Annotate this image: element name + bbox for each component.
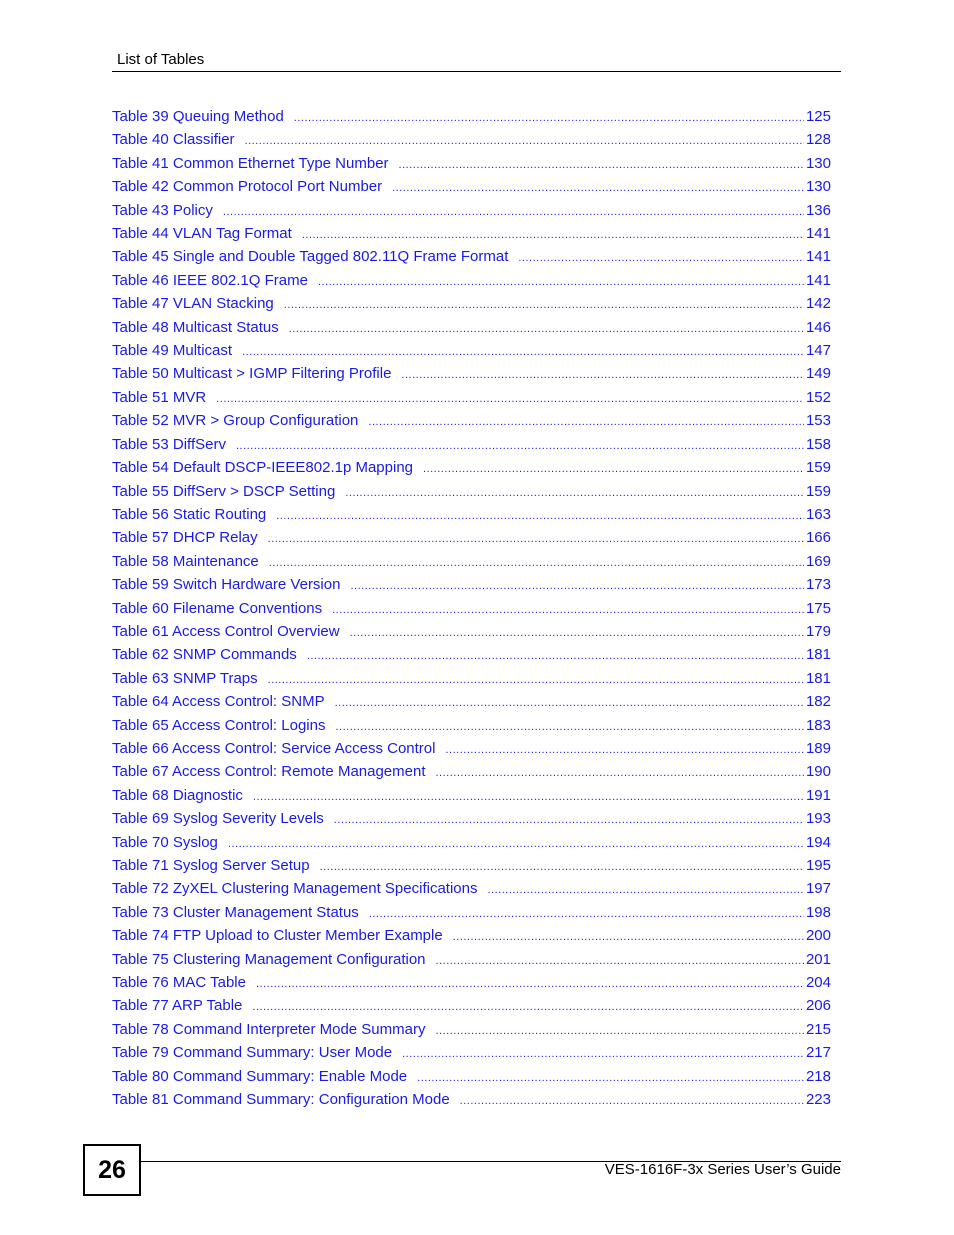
- dot-leader: [228, 833, 804, 856]
- dot-leader: [445, 739, 803, 762]
- toc-entry-page: 193: [805, 810, 831, 828]
- toc-entry[interactable]: [112, 807, 831, 830]
- toc-entry-page: 173: [805, 576, 831, 594]
- toc-entry-label: Table 63 SNMP Traps: [112, 669, 258, 687]
- dot-leader: [294, 107, 804, 130]
- toc-entry[interactable]: [112, 760, 831, 783]
- dot-leader: [223, 201, 804, 224]
- toc-entry[interactable]: [112, 362, 831, 385]
- toc-entry[interactable]: [112, 245, 831, 268]
- toc-entry-page: 223: [805, 1091, 831, 1109]
- toc-entry-label: Table 51 MVR: [112, 388, 207, 406]
- running-header: List of Tables: [117, 51, 205, 68]
- dot-leader: [399, 154, 804, 177]
- toc-entry-page: 141: [805, 225, 831, 243]
- toc-entry-page: 198: [805, 903, 831, 921]
- dot-leader: [332, 599, 804, 622]
- toc-entry-page: 194: [805, 833, 831, 851]
- toc-entry-page: 182: [805, 693, 831, 711]
- dot-leader: [242, 341, 804, 364]
- toc-entry-page: 204: [805, 974, 831, 992]
- toc-entry-page: 147: [805, 342, 831, 360]
- dot-leader: [350, 622, 804, 645]
- toc-entry-label: Table 80 Command Summary: Enable Mode: [112, 1067, 408, 1085]
- dot-leader: [334, 809, 804, 832]
- toc-entry-label: Table 52 MVR > Group Configuration: [112, 412, 359, 430]
- toc-entry-label: Table 70 Syslog: [112, 833, 218, 851]
- toc-entry-label: Table 40 Classifier: [112, 131, 235, 149]
- toc-entry-label: Table 42 Common Protocol Port Number: [112, 178, 383, 196]
- toc-entry[interactable]: [112, 550, 831, 573]
- toc-entry-page: 189: [805, 739, 831, 757]
- toc-entry-label: Table 76 MAC Table: [112, 974, 246, 992]
- dot-leader: [253, 786, 804, 809]
- toc-entry-page: 125: [805, 108, 831, 125]
- dot-leader: [436, 950, 804, 973]
- toc-entry-label: Table 61 Access Control Overview: [112, 622, 340, 640]
- toc-entry-page: 149: [805, 365, 831, 383]
- toc-entry[interactable]: [112, 199, 831, 222]
- toc-entry-page: 215: [805, 1020, 831, 1038]
- toc-entry-label: Table 56 Static Routing: [112, 505, 267, 523]
- toc-entry[interactable]: [112, 152, 831, 175]
- dot-leader: [284, 294, 804, 317]
- toc-entry[interactable]: [112, 690, 831, 713]
- toc-entry-label: Table 48 Multicast Status: [112, 318, 279, 336]
- toc-entry-page: 153: [805, 412, 831, 430]
- dot-leader: [256, 973, 804, 996]
- toc-entry-label: Table 58 Maintenance: [112, 552, 259, 570]
- toc-entry[interactable]: [112, 597, 831, 620]
- toc-entry-label: Table 62 SNMP Commands: [112, 646, 297, 664]
- toc-entry[interactable]: [112, 433, 831, 456]
- dot-leader: [307, 645, 804, 668]
- toc-entry-label: Table 55 DiffServ > DSCP Setting: [112, 482, 336, 500]
- dot-leader: [417, 1067, 804, 1090]
- toc-entry-page: 181: [805, 669, 831, 687]
- toc-entry-label: Table 39 Queuing Method: [112, 108, 284, 125]
- toc-entry[interactable]: [112, 1018, 831, 1041]
- page-number-box: [83, 1144, 141, 1196]
- dot-leader: [453, 926, 804, 949]
- toc-entry[interactable]: [112, 877, 831, 900]
- toc-entry-page: 163: [805, 505, 831, 523]
- toc-entry[interactable]: [112, 1065, 831, 1088]
- toc-entry-page: 197: [805, 880, 831, 898]
- guide-title: VES-1616F-3x Series User’s Guide: [604, 1161, 841, 1178]
- toc-entry-page: 179: [805, 622, 831, 640]
- toc-entry[interactable]: [112, 222, 831, 245]
- toc-entry[interactable]: [112, 386, 831, 409]
- toc-entry-label: Table 59 Switch Hardware Version: [112, 576, 341, 594]
- toc-entry-page: 142: [805, 295, 831, 313]
- dot-leader: [345, 482, 804, 505]
- toc-entry[interactable]: [112, 737, 831, 760]
- dot-leader: [435, 1020, 803, 1043]
- toc-entry-label: Table 71 Syslog Server Setup: [112, 857, 310, 874]
- toc-entry-page: 195: [805, 857, 831, 874]
- dot-leader: [268, 528, 804, 551]
- toc-entry[interactable]: [112, 526, 831, 549]
- dot-leader: [320, 856, 804, 879]
- toc-entry-page: 159: [805, 482, 831, 500]
- dot-leader: [276, 505, 804, 528]
- toc-entry[interactable]: [112, 292, 831, 315]
- dot-leader: [402, 1043, 804, 1066]
- toc-entry-page: 152: [805, 388, 831, 406]
- toc-entry-label: Table 69 Syslog Severity Levels: [112, 810, 324, 828]
- page-number: 26: [98, 1155, 126, 1184]
- dot-leader: [268, 669, 804, 692]
- toc-entry-label: Table 68 Diagnostic: [112, 786, 243, 804]
- toc-entry-label: Table 49 Multicast: [112, 342, 233, 360]
- toc-entry[interactable]: [112, 175, 831, 198]
- toc-entry-label: Table 74 FTP Upload to Cluster Member Example: [112, 927, 443, 945]
- toc-entry-page: 183: [805, 716, 831, 734]
- toc-entry[interactable]: [112, 339, 831, 362]
- toc-entry[interactable]: [112, 994, 831, 1017]
- dot-leader: [252, 996, 804, 1019]
- toc-entry[interactable]: [112, 784, 831, 807]
- toc-entry-page: 200: [805, 927, 831, 945]
- toc-entry[interactable]: [112, 316, 831, 339]
- toc-entry-page: 191: [805, 786, 831, 804]
- toc-entry[interactable]: [112, 573, 831, 596]
- toc-entry-label: Table 54 Default DSCP-IEEE802.1p Mapping: [112, 459, 414, 477]
- toc-entry-label: Table 45 Single and Double Tagged 802.11Q Frame Format: [112, 248, 509, 266]
- dot-leader: [318, 271, 804, 294]
- dot-leader: [350, 575, 804, 598]
- toc-entry[interactable]: [112, 269, 831, 292]
- toc-entry[interactable]: [112, 667, 831, 690]
- toc-entry[interactable]: [112, 714, 831, 737]
- dot-leader: [401, 364, 804, 387]
- dot-leader: [335, 692, 804, 715]
- toc-entry-page: 130: [805, 154, 831, 172]
- toc-entry-label: Table 79 Command Summary: User Mode: [112, 1044, 393, 1062]
- dot-leader: [518, 247, 804, 270]
- toc-entry-label: Table 53 DiffServ: [112, 435, 226, 453]
- toc-entry-page: 166: [805, 529, 831, 547]
- toc-entry-label: Table 81 Command Summary: Configuration Mode: [112, 1091, 450, 1109]
- toc-entry-page: 141: [805, 248, 831, 266]
- dot-leader: [245, 130, 804, 153]
- toc-entry-label: Table 73 Cluster Management Status: [112, 903, 359, 921]
- toc-entry-page: 146: [805, 318, 831, 336]
- header-rule: [112, 71, 841, 72]
- toc-entry-label: Table 46 IEEE 802.1Q Frame: [112, 271, 308, 289]
- dot-leader: [269, 552, 804, 575]
- toc-entry-page: 181: [805, 646, 831, 664]
- toc-entry-label: Table 64 Access Control: SNMP: [112, 693, 325, 711]
- dot-leader: [216, 388, 804, 411]
- toc-entry[interactable]: [112, 643, 831, 666]
- toc-entry[interactable]: [112, 1041, 831, 1064]
- toc-entry-page: 158: [805, 435, 831, 453]
- toc-entry-label: Table 75 Clustering Management Configuration: [112, 950, 426, 968]
- toc-entry-label: Table 72 ZyXEL Clustering Management Specifications: [112, 880, 478, 898]
- dot-leader: [236, 435, 804, 458]
- toc-entry-page: 201: [805, 950, 831, 968]
- toc-entry[interactable]: [112, 901, 831, 924]
- dot-leader: [289, 318, 804, 341]
- toc-entry[interactable]: [112, 1088, 831, 1111]
- toc-entry[interactable]: [112, 409, 831, 432]
- toc-entry-label: Table 43 Policy: [112, 201, 213, 219]
- toc-entry[interactable]: [112, 854, 831, 877]
- dot-leader: [460, 1090, 804, 1113]
- toc-entry-page: 130: [805, 178, 831, 196]
- toc-entry-page: 217: [805, 1044, 831, 1062]
- toc-entry[interactable]: [112, 456, 831, 479]
- dot-leader: [335, 716, 804, 739]
- toc-entry-label: Table 50 Multicast > IGMP Filtering Profile: [112, 365, 392, 383]
- toc-entry[interactable]: [112, 831, 831, 854]
- dot-leader: [392, 177, 804, 200]
- toc-entry-label: Table 47 VLAN Stacking: [112, 295, 274, 313]
- toc-entry-page: 128: [805, 131, 831, 149]
- dot-leader: [423, 458, 804, 481]
- toc-entry-page: 159: [805, 459, 831, 477]
- toc-entry-label: Table 65 Access Control: Logins: [112, 716, 326, 734]
- toc-entry-label: Table 77 ARP Table: [112, 997, 243, 1015]
- toc-entry-page: 175: [805, 599, 831, 617]
- toc-entry-page: 169: [805, 552, 831, 570]
- toc-entry-label: Table 41 Common Ethernet Type Number: [112, 154, 389, 172]
- dot-leader: [302, 224, 804, 247]
- toc-entry[interactable]: [112, 503, 831, 526]
- list-of-tables: [112, 105, 831, 1111]
- toc-entry-label: Table 57 DHCP Relay: [112, 529, 258, 547]
- toc-entry[interactable]: [112, 105, 831, 128]
- toc-entry-label: Table 66 Access Control: Service Access Control: [112, 739, 436, 757]
- toc-entry-page: 141: [805, 271, 831, 289]
- toc-entry[interactable]: [112, 480, 831, 503]
- toc-entry[interactable]: [112, 948, 831, 971]
- toc-entry-label: Table 44 VLAN Tag Format: [112, 225, 292, 243]
- dot-leader: [369, 903, 804, 926]
- toc-entry-label: Table 78 Command Interpreter Mode Summary: [112, 1020, 426, 1038]
- toc-entry-label: Table 67 Access Control: Remote Management: [112, 763, 426, 781]
- toc-entry[interactable]: [112, 971, 831, 994]
- toc-entry-page: 206: [805, 997, 831, 1015]
- dot-leader: [436, 762, 804, 785]
- toc-entry-page: 218: [805, 1067, 831, 1085]
- dot-leader: [368, 411, 804, 434]
- toc-entry[interactable]: [112, 620, 831, 643]
- toc-entry[interactable]: [112, 128, 831, 151]
- toc-entry-page: 136: [805, 201, 831, 219]
- toc-entry-label: Table 60 Filename Conventions: [112, 599, 323, 617]
- toc-entry[interactable]: [112, 924, 831, 947]
- toc-entry-page: 190: [805, 763, 831, 781]
- dot-leader: [487, 879, 803, 902]
